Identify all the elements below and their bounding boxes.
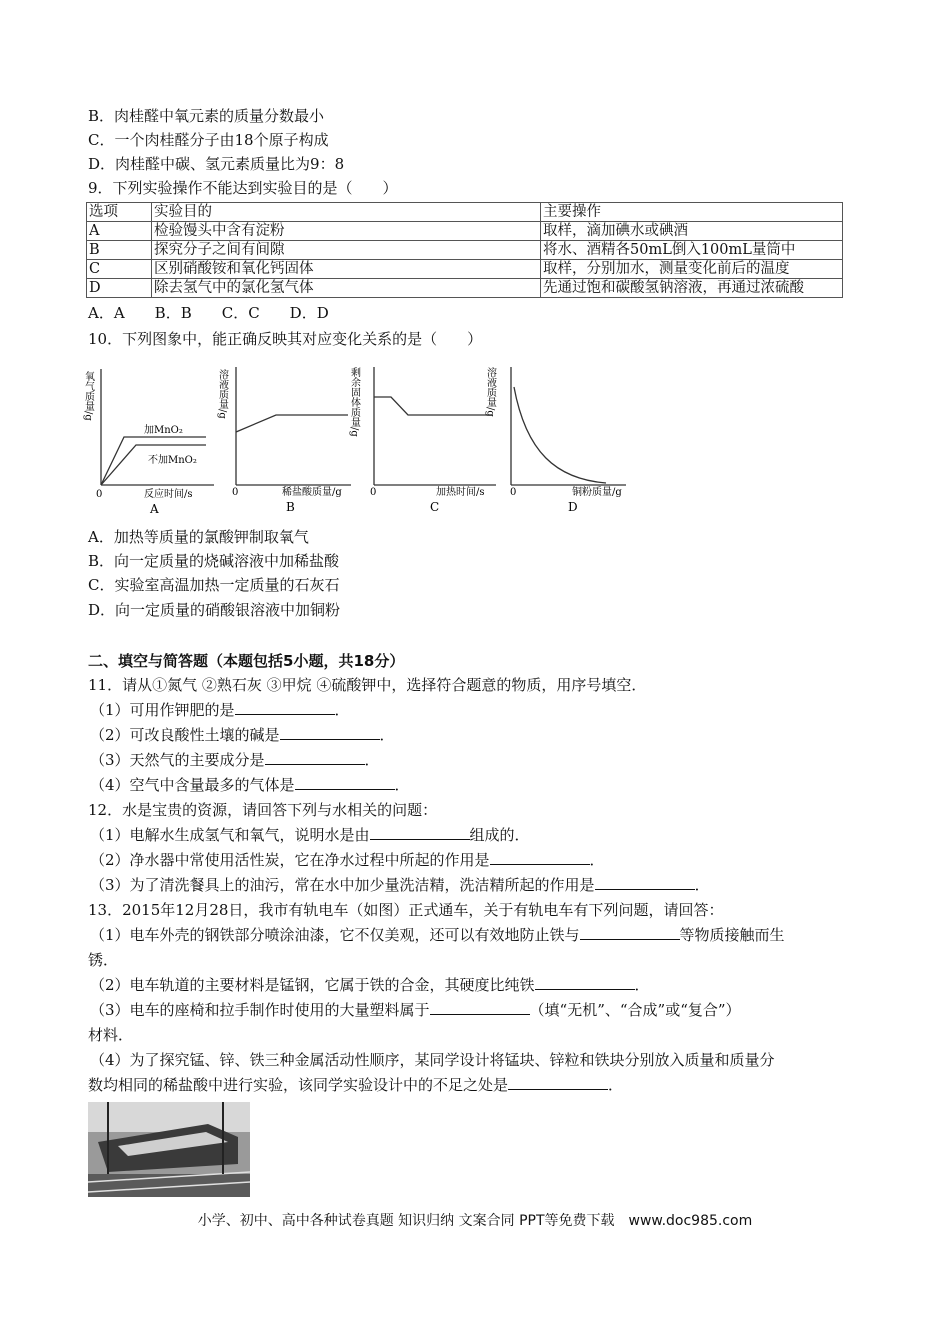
graph-c-ylabel: 剩余固体质量/g <box>348 367 360 437</box>
answer-blank[interactable] <box>295 775 395 790</box>
q12-part-3-text: （3）为了清洗餐具上的油污，常在水中加少量洗洁精，洗洁精所起的作用是 <box>90 876 595 894</box>
q12-part-1 <box>90 824 530 846</box>
q12-part-3-end: ． <box>694 876 710 894</box>
answer-blank[interactable] <box>595 875 695 890</box>
graph-a-ylabel: 氧气质量/g <box>82 371 94 421</box>
table-cell: 区别硝酸铵和氧化钙固体 <box>152 260 541 279</box>
q13-part-3-text: （3）电车的座椅和拉手制作时使用的大量塑料属于 <box>90 1001 430 1019</box>
q11-part-1-text: （1）可用作钾肥的是 <box>90 701 235 719</box>
q13-stem: 13．2015年12月28日，我市有轨电车（如图）正式通车，关于有轨电车有下列问题，请回答： <box>88 901 724 919</box>
table-cell: 将水、酒精各50mL倒入100mL量筒中 <box>541 241 843 260</box>
answer-blank[interactable] <box>265 750 365 765</box>
graph-d-letter: D <box>568 500 578 514</box>
q11-part-2-text: （2）可改良酸性土壤的碱是 <box>90 726 280 744</box>
table-header-row <box>87 203 843 222</box>
q11-part-3 <box>90 749 380 771</box>
graph-b-origin: 0 <box>232 487 239 498</box>
graph-b-ylabel: 溶液质量/g <box>216 369 228 419</box>
graph-a-origin: 0 <box>96 489 103 500</box>
graph-c-letter: C <box>430 500 440 514</box>
answer-blank[interactable] <box>280 725 380 740</box>
q11-part-2-end: ． <box>379 726 395 744</box>
q13-part-3 <box>90 999 741 1021</box>
graph-c <box>374 367 496 485</box>
table-header-cell: 主要操作 <box>541 203 843 222</box>
q10-option-a: A．加热等质量的氯酸钾制取氧气 <box>88 528 309 546</box>
graph-d-origin: 0 <box>510 487 517 498</box>
q12-stem: 12．水是宝贵的资源，请回答下列与水相关的问题： <box>88 801 438 819</box>
q11-part-1-end: ． <box>334 701 350 719</box>
graph-d-xlabel: 铜粉质量/g <box>572 487 622 498</box>
q12-part-3 <box>90 874 710 896</box>
q11-part-1 <box>90 699 350 721</box>
q9-stem: 9．下列实验操作不能达到实验目的是（ ） <box>88 179 398 197</box>
q12-part-1-text: （1）电解水生成氢气和氧气，说明水是由 <box>90 826 370 844</box>
table-header-cell: 选项 <box>87 203 152 222</box>
q13-part-1-suffix: 等物质接触而生 <box>679 926 785 944</box>
q8-option-c: C．一个肉桂醛分子由18个原子构成 <box>88 131 329 149</box>
answer-blank[interactable] <box>490 850 590 865</box>
q11-part-3-text: （3）天然气的主要成分是 <box>90 751 265 769</box>
q11-part-3-end: ． <box>364 751 380 769</box>
q13-part-4-end: ． <box>608 1076 624 1094</box>
page-footer: 小学、初中、高中各种试卷真题 知识归纳 文案合同 PPT等免费下载 www.doc985.com <box>197 1213 753 1229</box>
q13-part-2 <box>90 974 650 996</box>
table-cell: B <box>87 241 152 260</box>
q11-part-4-text: （4）空气中含量最多的气体是 <box>90 776 295 794</box>
graph-b-curve <box>236 415 348 432</box>
q11-part-4 <box>90 774 410 796</box>
q11-stem: 11．请从①氮气 ②熟石灰 ③甲烷 ④硫酸钾中，选择符合题意的物质，用序号填空． <box>88 676 647 694</box>
answer-blank[interactable] <box>430 1000 530 1015</box>
answer-blank[interactable] <box>535 975 635 990</box>
q12-part-2 <box>90 849 605 871</box>
table-row <box>87 279 843 298</box>
q8-option-b: B．肉桂醛中氧元素的质量分数最小 <box>88 107 325 125</box>
graph-b-xlabel: 稀盐酸质量/g <box>282 487 342 498</box>
tram-photo <box>88 1102 250 1197</box>
graph-c-xlabel: 加热时间/s <box>436 487 485 498</box>
q11-part-2 <box>90 724 395 746</box>
answer-blank[interactable] <box>508 1075 608 1090</box>
answer-blank[interactable] <box>580 925 680 940</box>
q11-part-4-end: ． <box>394 776 410 794</box>
graph-a-letter: A <box>150 502 159 516</box>
graph-d <box>511 367 626 485</box>
q10-option-d: D．向一定质量的硝酸银溶液中加铜粉 <box>88 601 341 619</box>
table-cell: 除去氢气中的氯化氢气体 <box>152 279 541 298</box>
q12-part-1-suffix: 组成的． <box>469 826 530 844</box>
q13-part-2-end: ． <box>634 976 650 994</box>
table-row <box>87 260 843 279</box>
q13-part-3-continued: 材料． <box>88 1026 134 1044</box>
q13-part-2-text: （2）电车轨道的主要材料是锰钢，它属于铁的合金，其硬度比纯铁 <box>90 976 535 994</box>
q12-part-2-end: ． <box>589 851 605 869</box>
section-2-title: 二、填空与简答题（本题包括5小题，共18分） <box>88 652 405 670</box>
q10-option-b: B．向一定质量的烧碱溶液中加稀盐酸 <box>88 552 340 570</box>
q10-stem: 10．下列图象中，能正确反映其对应变化关系的是（ ） <box>88 330 483 348</box>
q10-graphs-figure <box>82 357 630 517</box>
graph-a-series1-label: 加MnO₂ <box>144 425 183 436</box>
answer-blank[interactable] <box>370 825 470 840</box>
table-cell: D <box>87 279 152 298</box>
graph-c-origin: 0 <box>370 487 377 498</box>
table-row <box>87 241 843 260</box>
q13-part-3-suffix: （填“无机”、“合成”或“复合”） <box>529 1001 741 1019</box>
q13-part-4: （4）为了探究锰、锌、铁三种金属活动性顺序，某同学设计将锰块、锌粒和铁块分别放入质量和质量分 <box>90 1051 775 1069</box>
q9-options: A．A B．B C．C D．D <box>88 304 329 322</box>
table-cell: 探究分子之间有间隙 <box>152 241 541 260</box>
table-header-cell: 实验目的 <box>152 203 541 222</box>
graph-b-letter: B <box>286 500 295 514</box>
q13-part-1 <box>90 924 785 946</box>
q13-part-1-continued: 锈． <box>88 951 119 969</box>
q13-part-4-continued <box>88 1074 623 1096</box>
table-row <box>87 222 843 241</box>
q13-part-4-text: 数均相同的稀盐酸中进行实验，该同学实验设计中的不足之处是 <box>88 1076 509 1094</box>
q12-part-2-text: （2）净水器中常使用活性炭，它在净水过程中所起的作用是 <box>90 851 490 869</box>
q8-option-d: D．肉桂醛中碳、氢元素质量比为9：8 <box>88 155 345 173</box>
table-cell: 先通过饱和碳酸氢钠溶液，再通过浓硫酸 <box>541 279 843 298</box>
table-cell: 取样，分别加水，测量变化前后的温度 <box>541 260 843 279</box>
table-cell: C <box>87 260 152 279</box>
table-cell: A <box>87 222 152 241</box>
graph-a-series2-label: 不加MnO₂ <box>148 455 197 466</box>
q10-option-c: C．实验室高温加热一定质量的石灰石 <box>88 576 340 594</box>
answer-blank[interactable] <box>235 700 335 715</box>
q9-table <box>86 202 843 298</box>
graph-d-curve <box>514 387 606 483</box>
graph-d-ylabel: 溶液质量/g <box>484 367 496 417</box>
q13-part-1-text: （1）电车外壳的钢铁部分喷涂油漆，它不仅美观，还可以有效地防止铁与 <box>90 926 580 944</box>
graph-a-xlabel: 反应时间/s <box>144 489 193 500</box>
table-cell: 取样，滴加碘水或碘酒 <box>541 222 843 241</box>
graph-c-curve <box>374 397 492 415</box>
graph-b <box>236 367 351 485</box>
table-cell: 检验馒头中含有淀粉 <box>152 222 541 241</box>
